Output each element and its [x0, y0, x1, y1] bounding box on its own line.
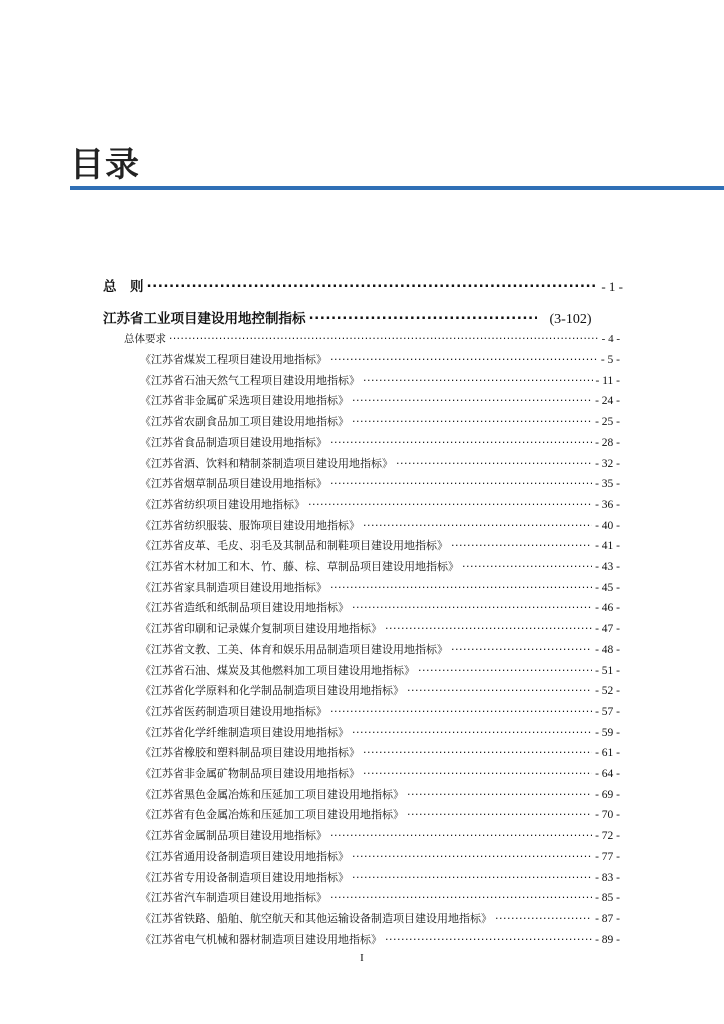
dot-leader — [407, 787, 592, 798]
toc-entry[interactable] — [140, 351, 620, 367]
toc-entry-page: (3-102) — [549, 312, 592, 327]
dot-leader — [385, 621, 592, 632]
toc-entry-label: 《江苏省铁路、船舶、航空航天和其他运输设备制造项目建设用地指标》 — [140, 911, 492, 925]
toc-entry-label: 《江苏省煤炭工程项目建设用地指标》 — [140, 353, 327, 366]
dot-leader — [418, 663, 592, 674]
toc-entry[interactable] — [140, 869, 620, 885]
toc-entry-label: 《江苏省家具制造项目建设用地指标》 — [140, 580, 327, 594]
dot-leader — [407, 683, 592, 694]
dot-leader — [363, 373, 593, 384]
toc-entry-label: 《江苏省专用设备制造项目建设用地指标》 — [140, 870, 349, 884]
toc-entry-page: - 51 - — [595, 664, 620, 677]
toc-entry[interactable] — [140, 579, 620, 595]
toc-entry-section[interactable] — [103, 307, 623, 328]
dot-leader — [330, 704, 592, 715]
toc-entry-page: - 85 - — [595, 892, 620, 905]
toc-entry-label: 《江苏省农副食品加工项目建设用地指标》 — [140, 415, 349, 429]
dot-leader — [330, 435, 592, 446]
toc-entry-page: - 89 - — [595, 933, 620, 946]
toc-entry-page: - 61 - — [595, 747, 620, 760]
dot-leader — [147, 278, 599, 292]
dot-leader — [352, 725, 592, 736]
toc-entry[interactable] — [140, 682, 620, 698]
toc-entry-page: - 46 - — [595, 602, 620, 615]
toc-entry[interactable] — [140, 744, 620, 760]
toc-entry-page: - 48 - — [595, 643, 620, 656]
toc-entry-page: - 41 - — [595, 540, 620, 553]
toc-entry-page: - 47 - — [595, 623, 620, 636]
toc-entry[interactable] — [140, 434, 620, 450]
toc-entry-label: 《江苏省文教、工美、体育和娱乐用品制造项目建设用地指标》 — [140, 642, 448, 656]
dot-leader — [462, 559, 592, 570]
toc-entry-page: - 32 - — [595, 457, 620, 470]
footer-page-number: I — [360, 952, 364, 964]
dot-leader — [451, 642, 592, 653]
toc-entry-label: 《江苏省通用设备制造项目建设用地指标》 — [140, 849, 349, 863]
toc-entry-page: - 64 - — [595, 768, 620, 780]
toc-entry-label: 《江苏省皮革、毛皮、羽毛及其制品和制鞋项目建设用地指标》 — [140, 539, 448, 553]
toc-entry-page: - 5 - — [600, 354, 620, 366]
toc-entry-label: 《江苏省化学原料和化学制品制造项目建设用地指标》 — [140, 684, 404, 698]
dot-leader — [330, 352, 598, 363]
dot-leader — [407, 807, 592, 818]
toc-entry-label: 《江苏省纺织服装、服饰项目建设用地指标》 — [140, 518, 360, 532]
dot-leader — [352, 600, 592, 611]
toc-entry[interactable] — [140, 392, 620, 408]
toc-entry-page: - 77 - — [595, 850, 620, 863]
toc-entry[interactable] — [140, 517, 620, 533]
toc-entry-general[interactable] — [103, 275, 623, 295]
toc-entry-page: - 25 - — [595, 416, 620, 429]
toc-entry[interactable] — [140, 724, 620, 740]
toc-entry[interactable] — [140, 475, 620, 491]
toc-entry-label: 《江苏省食品制造项目建设用地指标》 — [140, 435, 327, 449]
toc-entry-label: 《江苏省非金属矿物制品项目建设用地指标》 — [140, 767, 360, 780]
toc-entry-page: - 4 - — [601, 333, 620, 345]
toc-entry-page: - 40 - — [595, 519, 620, 532]
toc-entry[interactable] — [140, 848, 620, 864]
toc-entry-page: - 1 - — [601, 279, 623, 294]
toc-entry-overview[interactable] — [124, 331, 620, 346]
dot-leader — [352, 849, 592, 860]
toc-entry[interactable] — [140, 662, 620, 678]
dot-leader — [330, 580, 592, 591]
toc-entry-label: 《江苏省酒、饮料和精制茶制造项目建设用地指标》 — [140, 456, 393, 470]
toc-entry[interactable] — [140, 786, 620, 802]
dot-leader — [330, 890, 592, 901]
dot-leader — [308, 497, 592, 508]
toc-entry-page: - 45 - — [595, 581, 620, 594]
toc-entry-page: - 35 - — [595, 478, 620, 491]
dot-leader — [363, 745, 592, 756]
toc-entry-page: - 87 - — [595, 912, 620, 925]
toc-entry-label: 总体要求 — [124, 333, 166, 345]
dot-leader — [363, 518, 592, 529]
toc-entry-page: - 43 - — [595, 561, 620, 573]
dot-leader — [385, 932, 592, 943]
toc-entry-page: - 72 - — [595, 830, 620, 843]
toc-entry-page: - 36 - — [595, 498, 620, 511]
toc-entry-label: 《江苏省石油天然气工程项目建设用地指标》 — [140, 373, 360, 387]
toc-entry-page: - 59 - — [595, 726, 620, 739]
toc-entry-page: - 28 - — [595, 436, 620, 449]
toc-entry-label: 《江苏省烟草制品项目建设用地指标》 — [140, 477, 327, 491]
toc-entry-page: - 52 - — [595, 685, 620, 698]
toc-entry[interactable] — [140, 641, 620, 657]
toc-entry-label: 《江苏省石油、煤炭及其他燃料加工项目建设用地指标》 — [140, 663, 415, 677]
toc-entry[interactable] — [140, 496, 620, 512]
toc-entry-label: 《江苏省纺织项目建设用地指标》 — [140, 497, 305, 511]
dot-leader — [330, 476, 592, 487]
dot-leader — [396, 456, 592, 467]
dot-leader — [309, 310, 537, 324]
toc-entry[interactable] — [140, 827, 620, 843]
toc-entry-label: 《江苏省汽车制造项目建设用地指标》 — [140, 891, 327, 905]
toc-entry-page: - 69 - — [595, 788, 620, 801]
dot-leader — [352, 393, 592, 404]
toc-entry-page: - 11 - — [595, 374, 620, 387]
toc-entry-label: 《江苏省金属制品项目建设用地指标》 — [140, 829, 327, 843]
toc-entry[interactable] — [140, 537, 620, 553]
toc-entry-label: 《江苏省印刷和记录媒介复制项目建设用地指标》 — [140, 622, 382, 636]
toc-entry-page: - 83 - — [595, 871, 620, 884]
toc-entry-label: 《江苏省有色金属冶炼和压延加工项目建设用地指标》 — [140, 808, 404, 822]
toc-entry-label: 《江苏省黑色金属冶炼和压延加工项目建设用地指标》 — [140, 787, 404, 801]
toc-entry-label: 江苏省工业项目建设用地控制指标 — [103, 311, 306, 327]
title-rule — [70, 186, 724, 190]
toc-entry[interactable] — [140, 765, 620, 781]
toc-entry[interactable] — [140, 372, 620, 388]
toc-entry-page: - 24 - — [595, 395, 620, 408]
toc-entry[interactable] — [140, 599, 620, 615]
toc-entry-label: 《江苏省非金属矿采选项目建设用地指标》 — [140, 394, 349, 408]
toc-entry[interactable] — [140, 910, 620, 926]
toc-entry[interactable] — [140, 703, 620, 719]
toc-entry-label: 《江苏省木材加工和木、竹、藤、棕、草制品项目建设用地指标》 — [140, 560, 459, 573]
page-title: 目录 — [70, 145, 140, 185]
toc-entry-label: 总 则 — [103, 279, 144, 295]
toc-entry[interactable] — [140, 558, 620, 574]
toc-entry[interactable] — [140, 455, 620, 471]
toc-entry[interactable] — [140, 931, 620, 947]
toc-entry[interactable] — [140, 806, 620, 822]
dot-leader — [330, 828, 592, 839]
toc-entry-label: 《江苏省造纸和纸制品项目建设用地指标》 — [140, 601, 349, 615]
dot-leader — [363, 766, 592, 777]
dot-leader — [451, 538, 592, 549]
dot-leader — [352, 870, 592, 881]
dot-leader — [495, 911, 592, 922]
toc-entry-label: 《江苏省医药制造项目建设用地指标》 — [140, 704, 327, 718]
toc-entry[interactable] — [140, 620, 620, 636]
toc-entry-label: 《江苏省橡胶和塑料制品项目建设用地指标》 — [140, 746, 360, 760]
toc-entry-label: 《江苏省电气机械和器材制造项目建设用地指标》 — [140, 932, 382, 946]
toc-entry-label: 《江苏省化学纤维制造项目建设用地指标》 — [140, 725, 349, 739]
toc-entry[interactable] — [140, 889, 620, 905]
toc-entry-page: - 70 - — [595, 809, 620, 822]
toc-entry[interactable] — [140, 413, 620, 429]
dot-leader — [169, 332, 599, 343]
toc-entry-page: - 57 - — [595, 705, 620, 718]
dot-leader — [352, 414, 592, 425]
